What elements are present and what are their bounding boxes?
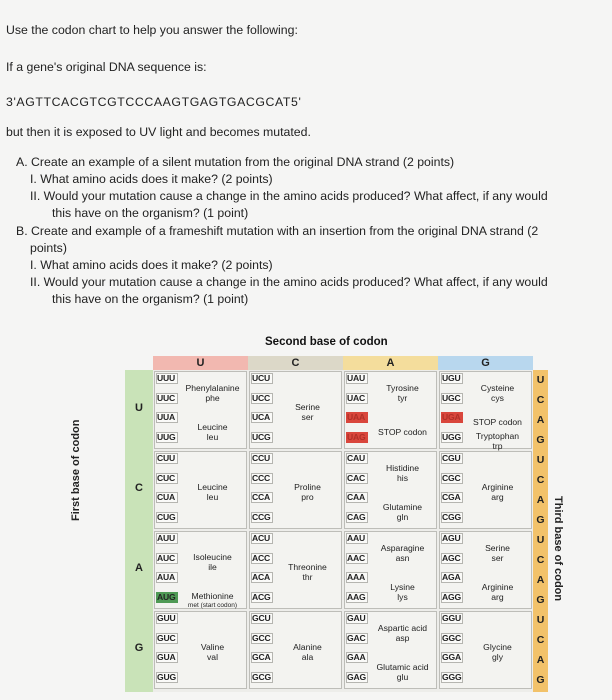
codon-label: AAC xyxy=(347,552,366,563)
amino-acid-name: Isoleucine xyxy=(193,552,232,563)
codon-label: GCG xyxy=(252,671,271,682)
codon-label: ACU xyxy=(252,533,271,543)
codon-label: UAA xyxy=(347,412,366,422)
amino-acid-abbr: his xyxy=(397,472,408,483)
codon-label: UUG xyxy=(157,431,176,442)
first-base-label: First base of codon xyxy=(70,419,82,521)
first-base-u: U xyxy=(135,402,143,414)
amino-acid-abbr: trp xyxy=(492,441,503,452)
codon-label: CCU xyxy=(252,453,271,463)
question-a: A. Create an example of a silent mutation from the original DNA strand (2 points) xyxy=(16,155,455,169)
codon-label: UAG xyxy=(347,431,366,442)
codon-label: UGC xyxy=(442,392,461,403)
codon-label: AUU xyxy=(157,533,176,543)
amino-acid-name: Valine xyxy=(200,642,225,652)
amino-acid-name: Glutamic acid xyxy=(376,661,429,672)
codon-label: GCU xyxy=(252,613,271,623)
codon-label: UGA xyxy=(442,412,461,422)
codon-label: CAG xyxy=(347,511,366,522)
codon-label: CCG xyxy=(252,511,271,522)
codon-label: GGA xyxy=(442,652,461,662)
codon-label: UCC xyxy=(252,392,271,403)
third-base-u: U xyxy=(536,614,545,626)
amino-acid-abbr: ser xyxy=(301,412,314,422)
amino-acid-abbr: ile xyxy=(208,562,217,573)
codon-label: UUA xyxy=(157,412,176,422)
amino-acid-abbr: leu xyxy=(206,492,219,502)
codon-label: GUA xyxy=(157,652,176,662)
third-base-a: A xyxy=(536,654,545,666)
first-base-c: C xyxy=(135,482,143,494)
column-header-u: U xyxy=(153,356,248,370)
amino-acid-name: Lysine xyxy=(390,581,415,592)
instructions-text: Use the codon chart to help you answer the following: xyxy=(6,23,298,37)
amino-acid-name: STOP codon xyxy=(378,426,427,437)
amino-acid-abbr: pro xyxy=(301,492,314,502)
codon-label: UGG xyxy=(442,431,461,442)
codon-label: CUG xyxy=(157,511,176,522)
amino-acid-abbr: gln xyxy=(396,511,409,522)
amino-acid-abbr: thr xyxy=(302,572,313,582)
codon-label: AGC xyxy=(442,552,461,563)
question-b-2-cont: this have on the organism? (1 point) xyxy=(52,292,249,306)
amino-acid-name: Alanine xyxy=(293,642,322,652)
mutation-note-text: but then it is exposed to UV light and becomes mutated. xyxy=(6,125,311,139)
codon-label: CCA xyxy=(252,492,271,502)
question-a-2-cont: this have on the organism? (1 point) xyxy=(52,206,249,220)
amino-acid-abbr: met (start codon) xyxy=(187,602,238,610)
codon-label: UCA xyxy=(252,412,271,422)
question-a-block xyxy=(6,154,606,308)
amino-acid-abbr: leu xyxy=(206,431,219,442)
codon-label: GGU xyxy=(442,613,461,623)
question-a-2: II. Would your mutation cause a change in the amino acids produced? What affect, if any would xyxy=(30,189,548,203)
codon-label: AGG xyxy=(442,591,461,602)
amino-acid-abbr: ala xyxy=(301,652,314,662)
amino-acid-abbr: arg xyxy=(491,492,504,502)
first-base-g: G xyxy=(134,642,144,654)
codon-label: GGG xyxy=(442,671,462,682)
codon-label: CUA xyxy=(157,492,176,502)
codon-label: UUC xyxy=(157,392,176,403)
third-base-label: Third base of codon xyxy=(552,496,564,602)
codon-label: UCU xyxy=(252,373,271,383)
amino-acid-abbr: gly xyxy=(492,652,503,662)
amino-acid-name: Threonine xyxy=(288,562,327,572)
amino-acid-abbr: lys xyxy=(397,591,408,602)
codon-label: GUG xyxy=(157,671,176,682)
codon-label: AGA xyxy=(442,572,461,582)
codon-label: GCA xyxy=(252,652,271,662)
codon-label: AAA xyxy=(347,572,366,582)
dna-sequence xyxy=(6,94,606,111)
amino-acid-abbr: ser xyxy=(491,552,504,563)
third-base-a: A xyxy=(536,494,545,506)
amino-acid-abbr: glu xyxy=(396,671,409,682)
codon-label: ACA xyxy=(252,572,271,582)
third-base-g: G xyxy=(536,514,545,526)
amino-acid-abbr: cys xyxy=(491,392,504,403)
amino-acid-name: Tryptophan xyxy=(475,431,520,442)
codon-label: GGC xyxy=(442,632,461,643)
third-base-a: A xyxy=(536,414,545,426)
amino-acid-name: Serine xyxy=(295,402,320,412)
column-header-a: A xyxy=(343,356,438,370)
codon-label: CGC xyxy=(442,472,461,483)
dna-sequence-text: 3'AGTTCACGTCGTCCCAAGTGAGTGACGCAT5' xyxy=(6,95,302,109)
amino-acid-name: Glycine xyxy=(483,642,512,652)
amino-acid-abbr: asn xyxy=(395,552,410,563)
codon-label: AAG xyxy=(347,591,366,602)
amino-acid-name: Arginine xyxy=(481,482,514,492)
codon-label: GAG xyxy=(347,671,366,682)
codon-label: AUC xyxy=(157,552,176,563)
codon-label: CGU xyxy=(442,453,461,463)
codon-label: GUC xyxy=(157,632,176,643)
column-header-g: G xyxy=(438,356,533,370)
instructions-line xyxy=(6,22,606,39)
third-base-c: C xyxy=(536,554,545,566)
codon-label: GUU xyxy=(157,613,176,623)
codon-label: GAC xyxy=(347,632,366,643)
third-base-g: G xyxy=(536,434,545,446)
question-b-2: II. Would your mutation cause a change in the amino acids produced? What affect, if any would xyxy=(30,275,548,289)
codon-label: UGU xyxy=(442,373,461,383)
third-base-c: C xyxy=(536,474,545,486)
second-base-title: Second base of codon xyxy=(265,336,388,348)
codon-chart xyxy=(70,336,564,692)
prompt-text: If a gene's original DNA sequence is: xyxy=(6,60,207,74)
codon-label: GAU xyxy=(347,613,366,623)
codon-label: GCC xyxy=(252,632,271,643)
codon-label: ACC xyxy=(252,552,271,563)
third-base-a: A xyxy=(536,574,545,586)
question-a-1: I. What amino acids does it make? (2 points) xyxy=(30,172,273,186)
amino-acid-name: Cysteine xyxy=(480,382,515,393)
third-base-u: U xyxy=(536,454,545,466)
codon-label: UAU xyxy=(347,373,366,383)
amino-acid-name: Leucine xyxy=(197,482,228,492)
codon-label: AUG xyxy=(157,591,176,602)
amino-acid-name: Asparagine xyxy=(380,542,425,553)
amino-acid-abbr: asp xyxy=(395,632,410,643)
codon-label: UUU xyxy=(157,373,176,383)
third-base-u: U xyxy=(536,374,545,386)
question-b-cont: points) xyxy=(30,241,67,255)
third-base-u: U xyxy=(536,534,545,546)
amino-acid-name: Methionine xyxy=(191,591,234,602)
amino-acid-name: Tyrosine xyxy=(386,382,419,393)
codon-label: CUC xyxy=(157,472,176,483)
amino-acid-abbr: val xyxy=(207,652,218,662)
codon-label: ACG xyxy=(252,591,271,602)
question-b: B. Create and example of a frameshift mutation with an insertion from the original DNA strand (2 xyxy=(16,224,539,238)
third-base-c: C xyxy=(536,394,545,406)
codon-label: UCG xyxy=(252,431,271,442)
codon-label: CAA xyxy=(347,492,366,502)
codon-label: AGU xyxy=(442,533,461,543)
codon-label: UAC xyxy=(347,392,366,403)
mutation-note xyxy=(6,124,606,141)
codon-label: GAA xyxy=(347,652,366,662)
amino-acid-name: Serine xyxy=(485,542,510,553)
column-header-c: C xyxy=(248,356,343,370)
third-base-c: C xyxy=(536,634,545,646)
amino-acid-abbr: arg xyxy=(491,591,504,602)
third-base-g: G xyxy=(536,674,545,686)
amino-acid-name: STOP codon xyxy=(473,416,522,427)
third-base-g: G xyxy=(536,594,545,606)
codon-label: CGA xyxy=(442,492,461,502)
codon-label: CUU xyxy=(157,453,176,463)
amino-acid-name: Leucine xyxy=(197,421,228,432)
amino-acid-name: Proline xyxy=(294,482,321,492)
codon-label: CCC xyxy=(252,472,271,483)
first-base-a: A xyxy=(135,562,143,574)
codon-label: AAU xyxy=(347,533,366,543)
question-b-1: I. What amino acids does it make? (2 points) xyxy=(30,258,273,272)
codon-label: AUA xyxy=(157,572,176,582)
amino-acid-abbr: tyr xyxy=(397,392,408,403)
prompt-line xyxy=(6,59,606,76)
codon-label: CAC xyxy=(347,472,366,483)
amino-acid-name: Phenylalanine xyxy=(185,382,240,393)
amino-acid-name: Histidine xyxy=(386,462,419,473)
amino-acid-name: Glutamine xyxy=(382,501,423,512)
codon-label: CGG xyxy=(442,511,461,522)
codon-label: CAU xyxy=(347,453,366,463)
amino-acid-name: Aspartic acid xyxy=(377,622,428,633)
amino-acid-name: Arginine xyxy=(481,581,514,592)
amino-acid-abbr: phe xyxy=(205,392,220,403)
